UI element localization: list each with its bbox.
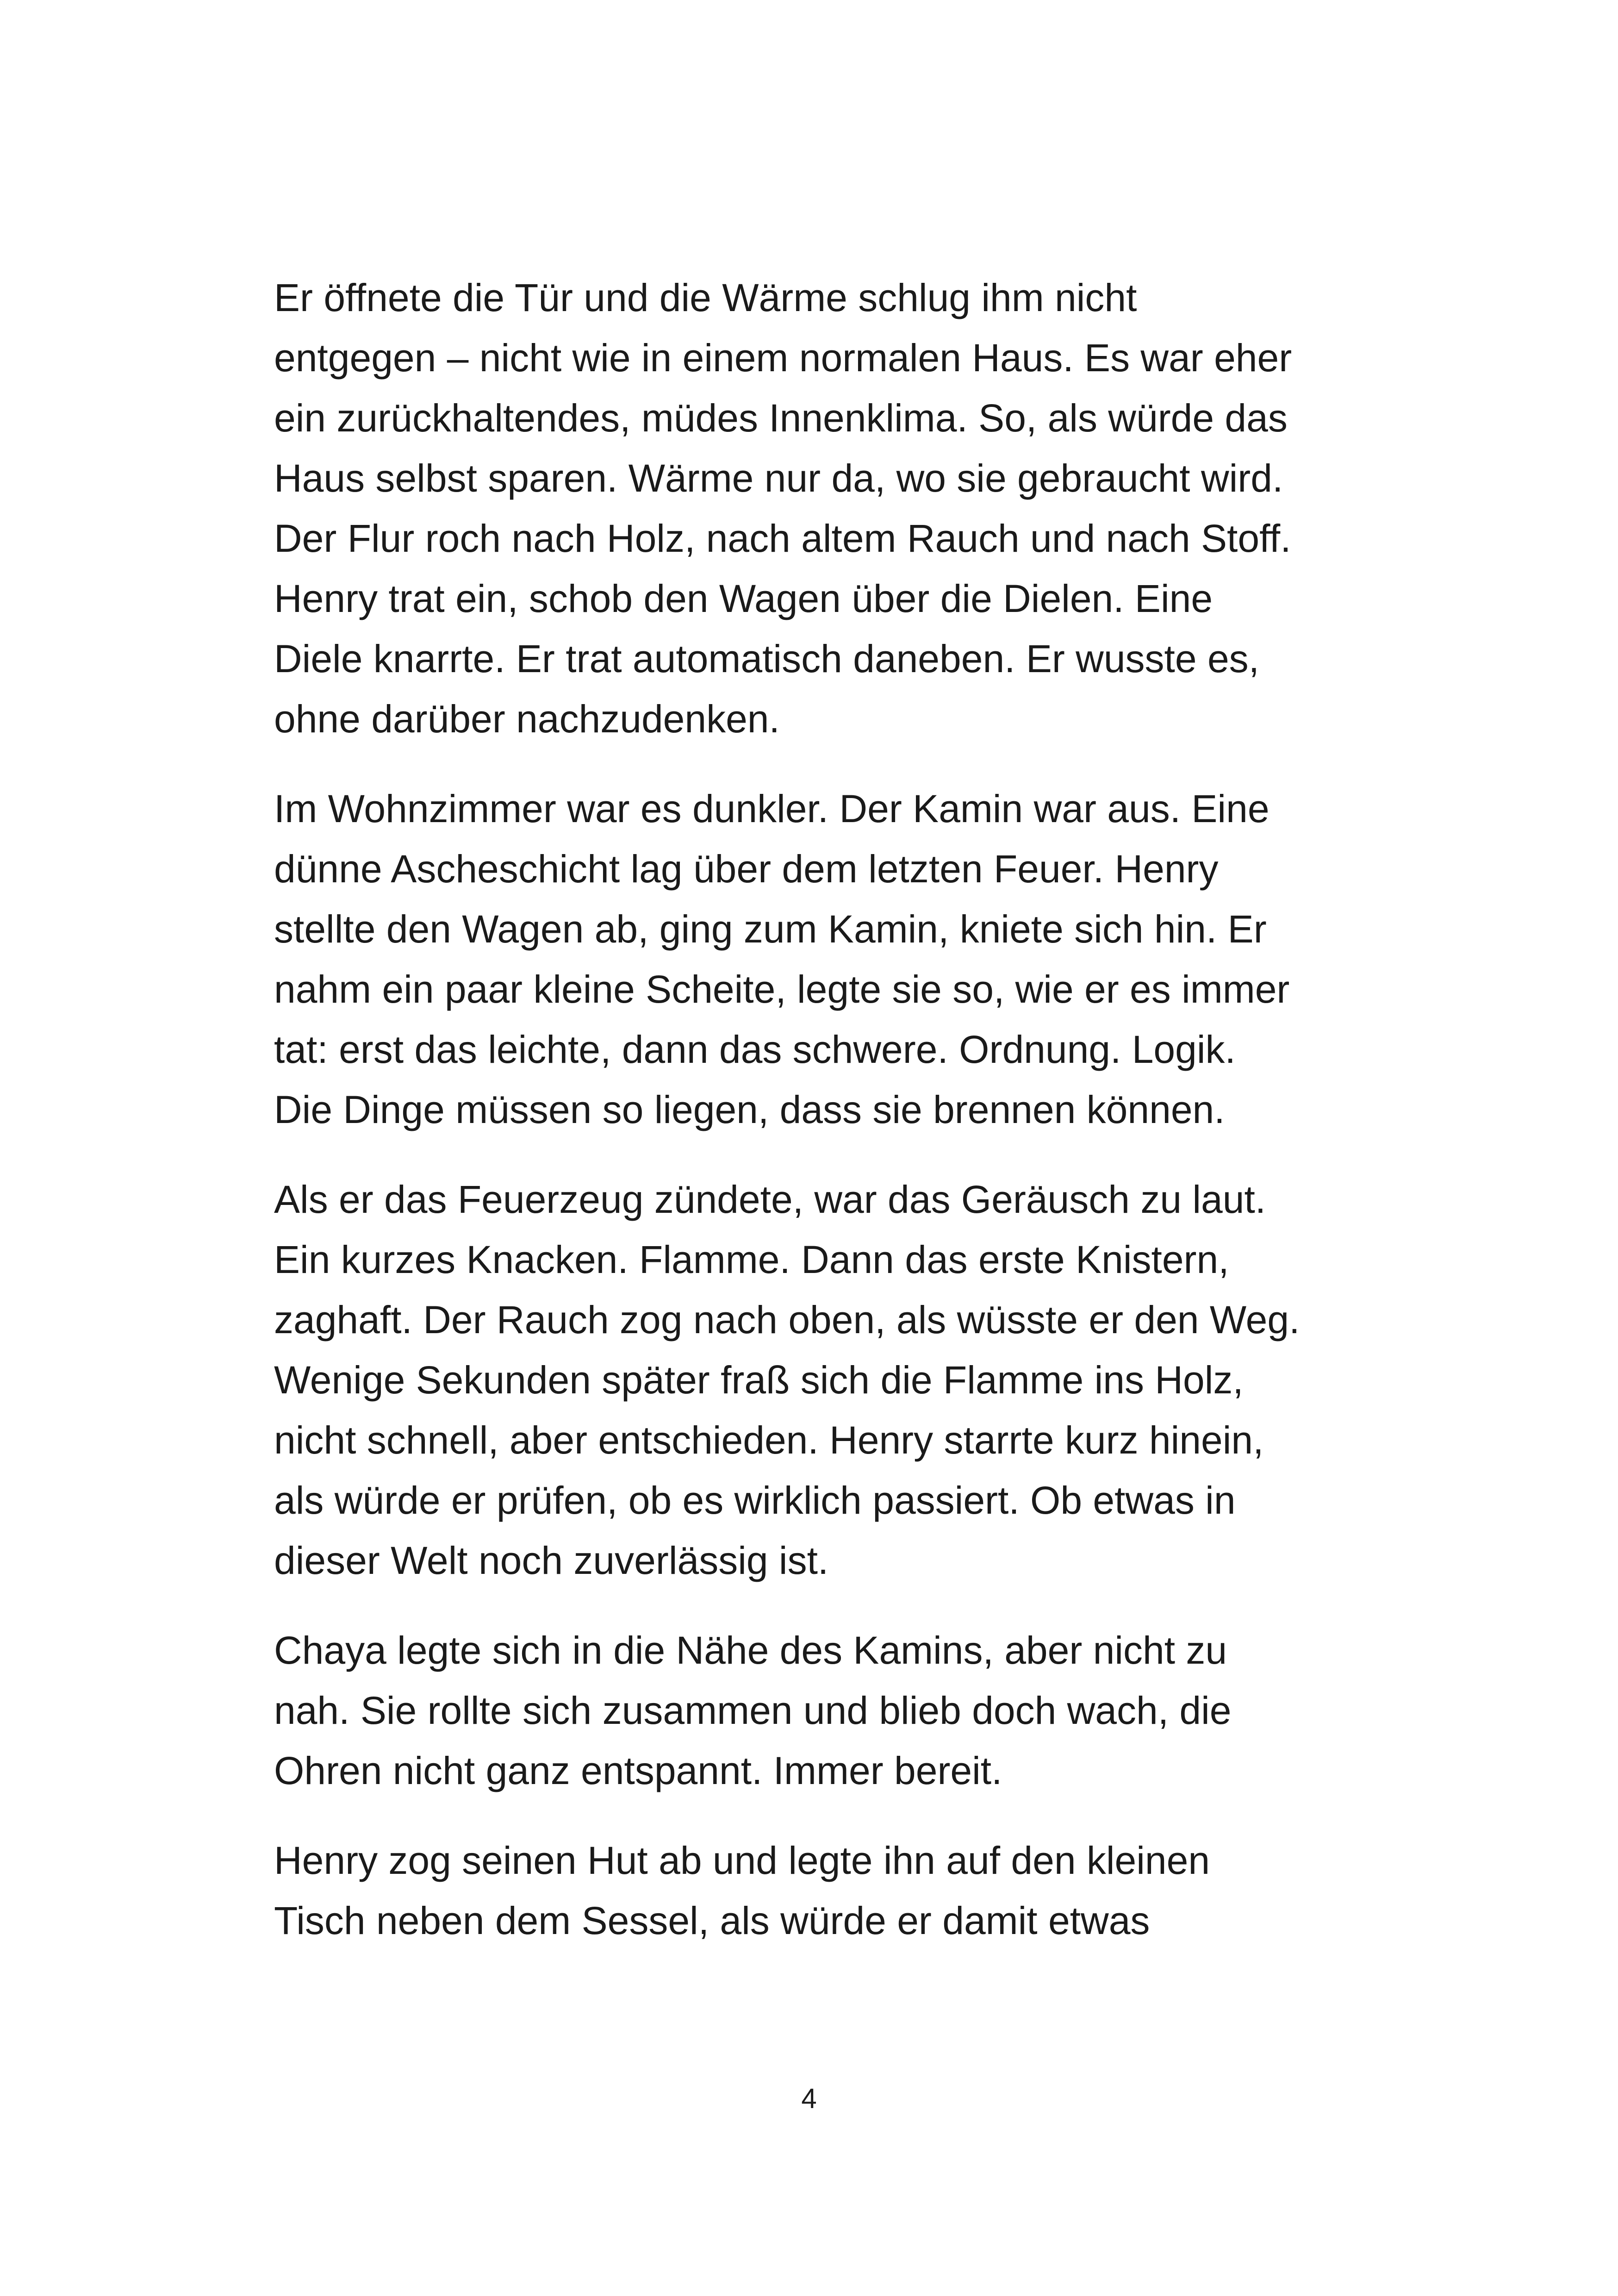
text-line: dieser Welt noch zuverlässig ist. bbox=[274, 1539, 829, 1582]
text-line: Der Flur roch nach Holz, nach altem Rauch und nach Stoff. bbox=[274, 517, 1291, 560]
paragraph-4 bbox=[274, 1620, 1352, 1801]
paragraph-1 bbox=[274, 268, 1352, 749]
text-line: Haus selbst sparen. Wärme nur da, wo sie gebraucht wird. bbox=[274, 456, 1283, 500]
text-line: Ein kurzes Knacken. Flamme. Dann das erste Knistern, bbox=[274, 1238, 1229, 1281]
text-line: ein zurückhaltendes, müdes Innenklima. So, als würde das bbox=[274, 396, 1288, 440]
text-line: als würde er prüfen, ob es wirklich passiert. Ob etwas in bbox=[274, 1479, 1236, 1522]
text-line: Diele knarrte. Er trat automatisch daneben. Er wusste es, bbox=[274, 637, 1259, 680]
text-line: zaghaft. Der Rauch zog nach oben, als wüsste er den Weg. bbox=[274, 1298, 1300, 1341]
text-line: Wenige Sekunden später fraß sich die Flamme ins Holz, bbox=[274, 1358, 1244, 1402]
text-line: Henry trat ein, schob den Wagen über die Dielen. Eine bbox=[274, 577, 1213, 620]
text-line: Als er das Feuerzeug zündete, war das Geräusch zu laut. bbox=[274, 1178, 1266, 1221]
text-line: Chaya legte sich in die Nähe des Kamins, aber nicht zu bbox=[274, 1628, 1227, 1672]
text-line: Er öffnete die Tür und die Wärme schlug ihm nicht bbox=[274, 276, 1137, 319]
text-line: Die Dinge müssen so liegen, dass sie brennen können. bbox=[274, 1088, 1225, 1131]
text-line: tat: erst das leichte, dann das schwere. Ordnung. Logik. bbox=[274, 1028, 1236, 1071]
body-text bbox=[274, 268, 1352, 1980]
text-line: dünne Ascheschicht lag über dem letzten Feuer. Henry bbox=[274, 847, 1219, 891]
text-line: nahm ein paar kleine Scheite, legte sie so, wie er es immer bbox=[274, 967, 1290, 1011]
page-number: 4 bbox=[801, 2083, 817, 2114]
text-line: ohne darüber nachzudenken. bbox=[274, 697, 780, 741]
text-line: nicht schnell, aber entschieden. Henry starrte kurz hinein, bbox=[274, 1418, 1264, 1462]
text-line: entgegen – nicht wie in einem normalen Haus. Es war eher bbox=[274, 336, 1292, 380]
text-line: Ohren nicht ganz entspannt. Immer bereit. bbox=[274, 1749, 1002, 1792]
text-line: Im Wohnzimmer war es dunkler. Der Kamin war aus. Eine bbox=[274, 787, 1270, 830]
text-line: nah. Sie rollte sich zusammen und blieb doch wach, die bbox=[274, 1689, 1232, 1732]
paragraph-2 bbox=[274, 779, 1352, 1140]
text-line: Tisch neben dem Sessel, als würde er damit etwas bbox=[274, 1899, 1150, 1942]
paragraph-3 bbox=[274, 1169, 1352, 1591]
text-line: Henry zog seinen Hut ab und legte ihn auf den kleinen bbox=[274, 1839, 1210, 1882]
text-line: stellte den Wagen ab, ging zum Kamin, kniete sich hin. Er bbox=[274, 907, 1267, 951]
paragraph-5 bbox=[274, 1830, 1352, 1951]
